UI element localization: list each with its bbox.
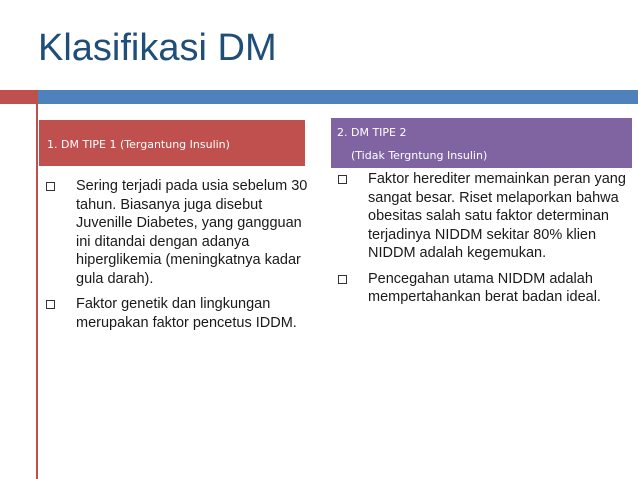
dm-tipe2-header-title: 2. DM TIPE 2 — [337, 126, 407, 139]
dm-tipe1-header-label: 1. DM TIPE 1 (Tergantung Insulin) — [47, 138, 230, 151]
list-item — [338, 170, 634, 263]
accent-bar-blue — [38, 90, 638, 104]
square-bullet-icon — [338, 175, 347, 184]
dm-tipe2-header-subtitle: (Tidak Tergntung Insulin) — [351, 149, 488, 162]
square-bullet-icon — [46, 182, 55, 191]
bullet-text: Faktor herediter memainkan peran yang sangat besar. Riset melaporkan bahwa obesitas salah satu faktor determinan terjadinya NIDDM sekitar 80% klien NIDDM adalah kegemukan. — [368, 171, 626, 261]
list-item — [46, 295, 308, 332]
dm-tipe1-header — [39, 120, 305, 166]
dm-tipe1-bullet-list — [46, 177, 308, 339]
square-bullet-icon — [338, 275, 347, 284]
list-item — [46, 177, 308, 288]
dm-tipe2-header — [331, 118, 632, 168]
bullet-text: Sering terjadi pada usia sebelum 30 tahun. Biasanya juga disebut Juvenille Diabetes, yang gangguan ini ditandai dengan adanya hiperglikemia (meningkatnya kadar gula darah). — [76, 178, 308, 287]
bullet-text: Pencegahan utama NIDDM adalah mempertahankan berat badan ideal. — [368, 270, 601, 305]
bullet-text: Faktor genetik dan lingkungan merupakan faktor pencetus IDDM. — [76, 296, 297, 331]
square-bullet-icon — [46, 300, 55, 309]
dm-tipe2-bullet-list — [338, 170, 634, 314]
accent-vertical-line — [36, 90, 38, 479]
list-item — [338, 270, 634, 307]
accent-bar-red — [0, 90, 36, 104]
slide-title: Klasifikasi DM — [38, 27, 277, 69]
